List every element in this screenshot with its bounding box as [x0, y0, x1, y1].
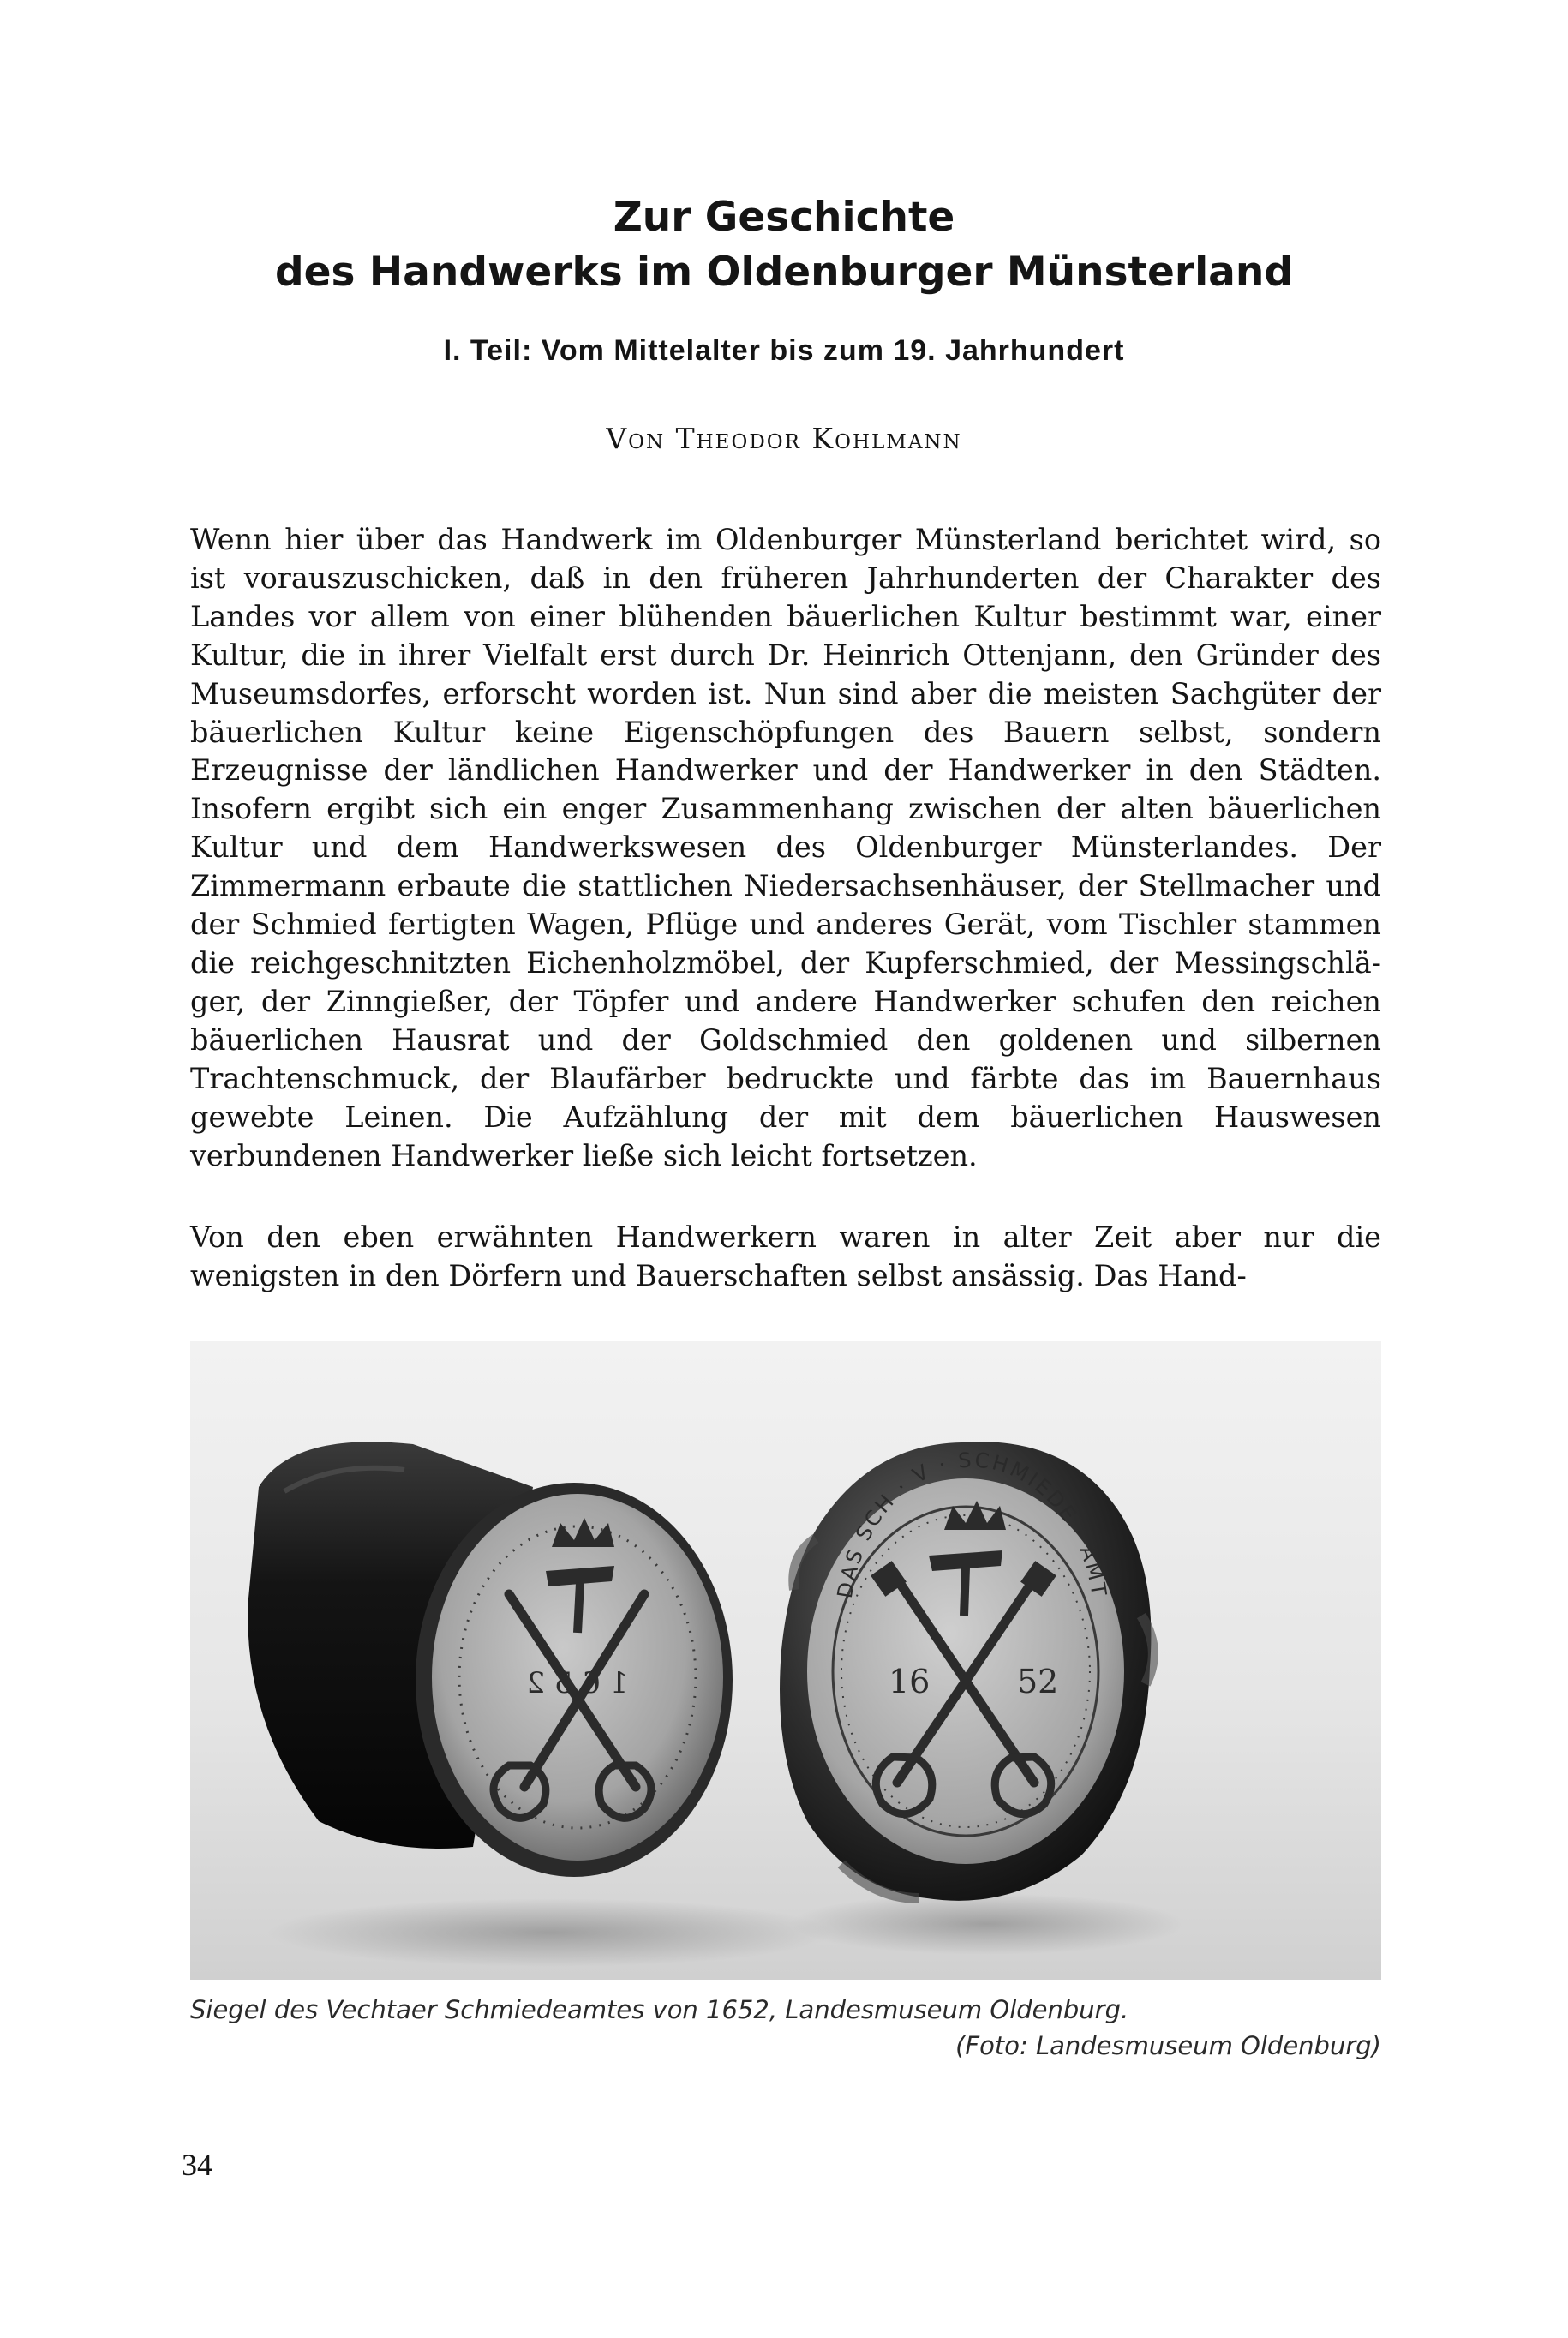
left-seal-year: 1 6 5 2 — [526, 1666, 629, 1700]
left-seal — [416, 1483, 733, 1877]
right-seal — [780, 1442, 1153, 1901]
article-subtitle: I. Teil: Vom Mittelalter bis zum 19. Jahrhundert — [443, 334, 1125, 367]
right-seal-year-left: 16 — [889, 1663, 931, 1700]
figure-caption-line-2: (Foto: Landesmuseum Oldenburg) — [955, 2031, 1381, 2060]
body-paragraph-1: Wenn hier über das Handwerk im Oldenburger Münsterland berichtet wird, so ist vorauszuschicken, daß in den früheren Jahrhunderten der Charakter des Landes vor allem von einer blühenden bäuerlichen Kultur bestimmt war, einer Kultur, die in ihrer Vielfalt erst durch Dr. Heinrich Ottenjann, den Gründer des Museumsdorfes, erforscht worden ist. Nun sind aber die meisten Sachgüter der bäuerlichen Kultur keine Eigenschöpfungen des Bauern selbst, sondern Erzeugnisse der ländlichen Handwerker und der Handwerker in den Städten. Insofern ergibt sich ein enger Zusammenhang zwischen der alten bäuerlichen Kultur und dem Handwerkswesen des Oldenburger Münsterlandes. Der Zimmermann erbaute die stattlichen Niedersachsenhäuser, der Stellmacher und der Schmied fertigten Wagen, Pflüge und anderes Gerät, vom Tischler stammen die reichgeschnitzten Eichenholzmöbel, der Kupferschmied, der Messingschläger, der Zinngießer, der Töpfer und andere Handwerker schufen den reichen bäuerlichen Hausrat und der Goldschmied den goldenen und silbernen Trachtenschmuck, der Blaufärber bedruckte und färbte das im Bauernhaus gewebte Leinen. Die Aufzählung der mit dem bäuerlichen Hauswesen verbundenen Handwerker ließe sich leicht fortsetzen. — [190, 523, 1381, 1172]
seal-photograph-image — [190, 1341, 1381, 1980]
article-title-line-2: des Handwerks im Oldenburger Münsterland — [274, 249, 1294, 296]
right-seal-rim-text: DAS SCH · V · SCHMIEDE · AMT — [832, 1448, 1112, 1600]
author-byline: Von Theodor Kohlmann — [606, 422, 962, 455]
body-paragraph-2: Von den eben erwähnten Handwerkern waren in alter Zeit aber nur die wenigsten in den Dörfern und Bauerschaften selbst ansässig. Das Hand- — [190, 1220, 1381, 1292]
figure-caption-line-1: Siegel des Vechtaer Schmiedeamtes von 1652, Landesmuseum Oldenburg. — [190, 1995, 1129, 2024]
seal-photograph — [190, 1341, 1381, 1980]
right-seal-year-right: 52 — [1017, 1663, 1059, 1700]
article-title-line-1: Zur Geschichte — [613, 194, 955, 241]
page-number: 34 — [182, 2148, 212, 2182]
